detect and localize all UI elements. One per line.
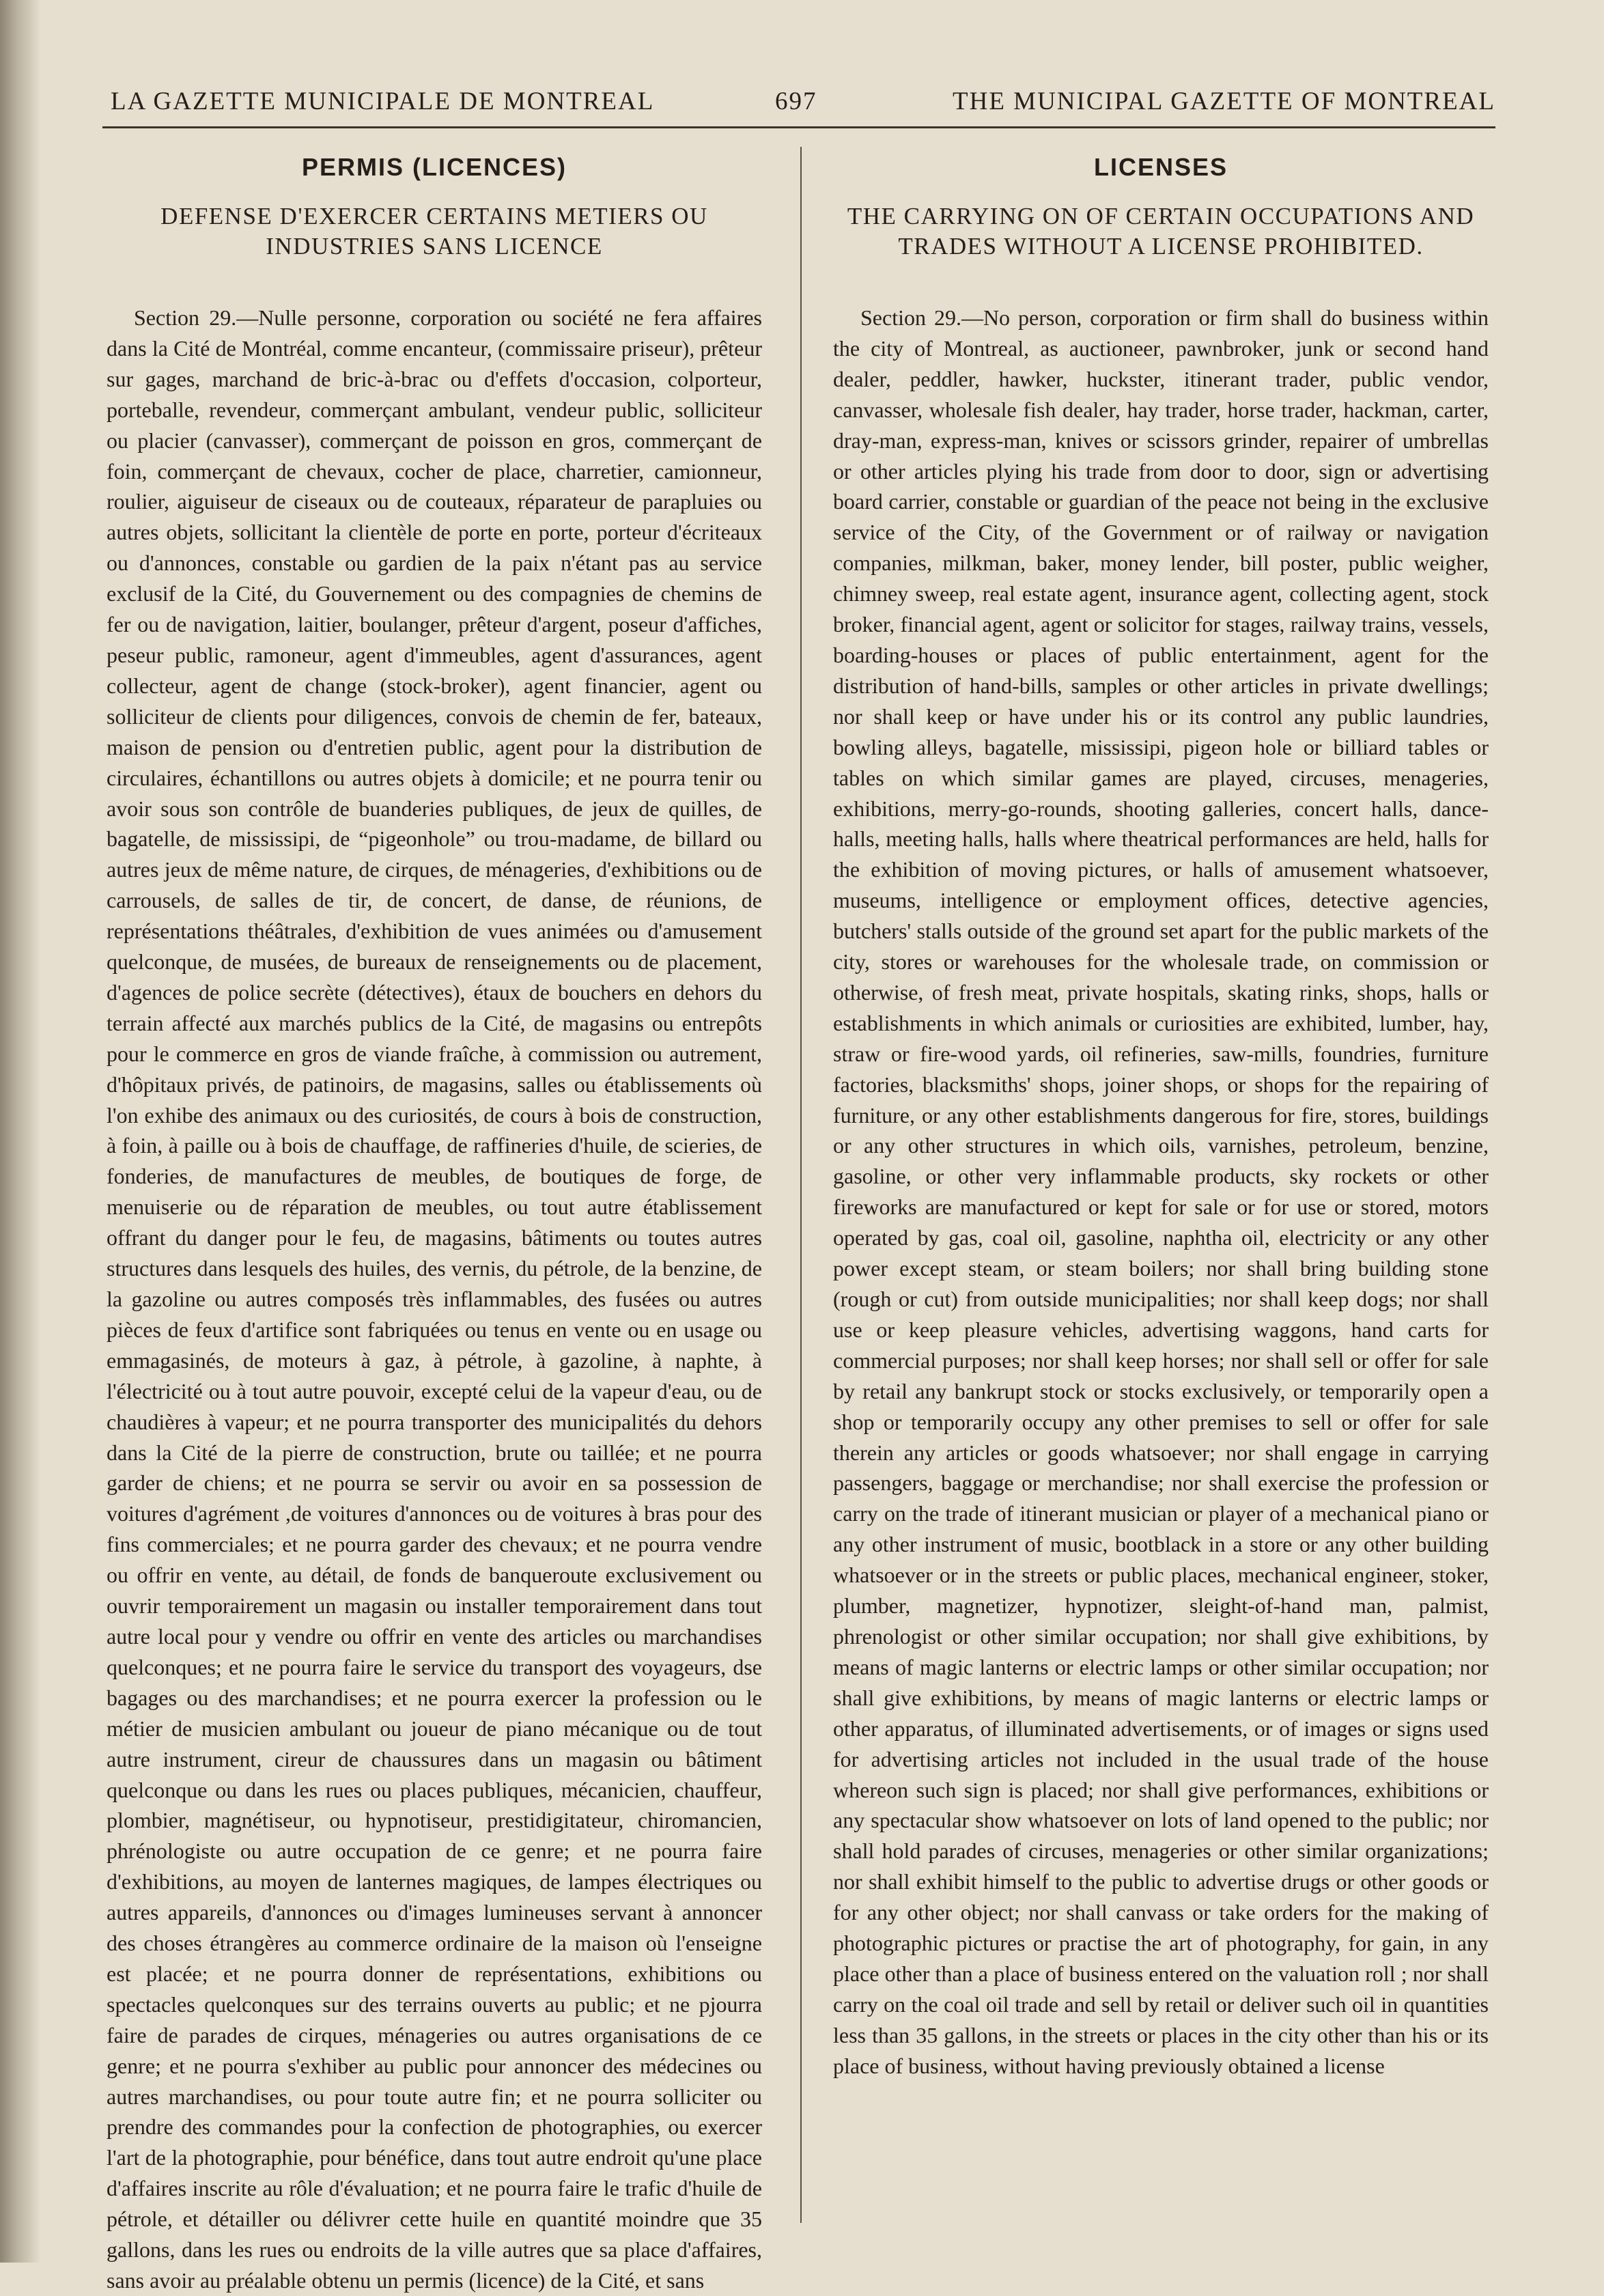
french-body xyxy=(107,303,762,2296)
english-column xyxy=(833,147,1489,2082)
column-divider xyxy=(800,147,802,2223)
running-header xyxy=(102,72,1495,128)
french-column xyxy=(107,147,762,2296)
english-heading: LICENSES xyxy=(1093,153,1228,181)
english-section-29: Section 29.—No person, corporation or firm shall do business within the city of Montreal, as auctioneer, pawnbroker, junk or second hand dealer, peddler, hawker, huckster, itinerant trader, public vendor, canvasser, wholesale fish dealer, hay trader, horse trader, hackman, carter, dray-man, express-man, knives or scissors grinder, repairer of umbrellas or other articles plying his trade from door to door, sign or advertising board carrier, constable or guardian of the peace not being in the exclusive service of the City, of the Government or of railway or navigation companies, milkman, baker, money lender, bill poster, public weigher, chimney sweep, real estate agent, insurance agent, collecting agent, stock broker, financial agent, agent or solicitor for stages, railway trains, vessels, boarding-houses or places of public entertainment, agent for the distribution of hand-bills, samples or other articles in private dwellings; nor shall keep or have under his or its control any public laundries, bowling alleys, bagatelle, mississipi, pigeon hole or billiard tables or tables on which similar games are played, circuses, menageries, exhibitions, merry-go-rounds, shooting galleries, concert halls, dance-halls, meeting halls, halls where theatrical performances are held, halls for the exhibition of moving pictures, or halls of amusement whatsoever, museums, intelligence or employment offices, detective agencies, butchers' stalls outside of the ground set apart for the public markets of the city, stores or warehouses for the wholesale trade, on commission or otherwise, of fresh meat, private hospitals, skating rinks, shops, halls or establishments in which animals or curiosities are exhibited, lumber, hay, straw or fire-wood yards, oil refineries, saw-mills, foundries, furniture factories, blacksmiths' shops, joiner shops, or shops for the repairing of furniture, or any other establishments dangerous for fire, stores, buildings or any other structures in which oils, varnishes, petroleum, benzine, gasoline, or other very inflammable products, sky rockets or other fireworks are manufactured or kept for sale or for use or stored, motors operated by gas, coal oil, gasoline, naphtha oil, electricity or any other power except steam, or steam boilers; nor shall bring building stone (rough or cut) from outside municipalities; nor shall keep dogs; nor shall use or keep pleasure vehicles, advertising waggons, hand carts for commercial purposes; nor shall keep horses; nor shall sell or offer for sale by retail any bankrupt stock or stocks exclusively, or temporarily open a shop or temporarily occupy any other premises to sell or offer for sale therein any articles or goods whatsoever; nor shall engage in carrying passengers, baggage or merchandise; nor shall exercise the profession or carry on the trade of itinerant musician or player of a mechanical piano or any other instrument of music, bootblack in a store or any other building whatsoever or in the streets or public places, mechanical engineer, stoker, plumber, magnetizer, hypnotizer, sleight-of-hand man, palmist, phrenologist or other similar occupation; nor shall give exhibitions, by means of magic lanterns or electric lamps or other similar occupation; nor shall give exhibitions, by means of magic lanterns or electric lamps or other apparatus, of illuminated advertisements, or of images or signs used for advertising articles not included in the usual trade of the house whereon such sign is placed; nor shall give performances, exhibitions or any spectacular show whatsoever on lots of land opened to the public; nor shall hold parades of circuses, menageries or other similar organizations; nor shall exhibit himself to the public to advertise drugs or other goods or for any other object; nor shall canvass or take orders for the making of photographic pictures or practise the art of photography, for gain, in any place other than a place of business entered on the valuation roll ; nor shall carry on the coal oil trade and sell by retail or deliver such oil in quantities less than 35 gallons, in the streets or places in the city other than his or its place of business, without having previously obtained a license xyxy=(833,305,1489,2078)
gazette-page xyxy=(102,72,1495,2293)
french-heading: PERMIS (LICENCES) xyxy=(301,153,567,181)
english-subheading: THE CARRYING ON OF CERTAIN OCCUPATIONS AND TRADES WITHOUT A LICENSE PROHIBITED. xyxy=(847,203,1475,260)
english-body xyxy=(833,303,1489,2082)
header-english-title: THE MUNICIPAL GAZETTE OF MONTREAL xyxy=(953,87,1495,115)
french-section-29: Section 29.—Nulle personne, corporation ou société ne fera affaires dans la Cité de Montréal, comme encanteur, (commissaire priseur), prêteur sur gages, marchand de bric-à-brac ou d'effets d'occasion, colporteur, porteballe, revendeur, commerçant ambulant, vendeur public, solliciteur ou placier (canvasser), commerçant de poisson en gros, commerçant de foin, commerçant de chevaux, cocher de place, charretier, camionneur, roulier, aiguiseur de ciseaux ou de couteaux, réparateur de parapluies ou autres objets, sollicitant la clientèle de porte en porte, porteur d'écriteaux ou d'annonces, constable ou gardien de la paix n'étant pas au service exclusif de la Cité, du Gouvernement ou des compagnies de chemins de fer ou de navigation, laitier, boulanger, prêteur d'argent, poseur d'affiches, peseur public, ramoneur, agent d'immeubles, agent d'assurances, agent collecteur, agent de change (stock-broker), agent financier, agent ou solliciteur de clients pour diligences, convois de chemin de fer, bateaux, maison de pension ou d'entretien public, agent pour la distribution de circulaires, échantillons ou autres objets à domicile; et ne pourra tenir ou avoir sous son contrôle de buanderies publiques, de jeux de quilles, de bagatelle, de mississipi, de “pigeonhole” ou trou-madame, de billard ou autres jeux de même nature, de cirques, de ménageries, d'exhibitions ou de carrousels, de salles de tir, de concert, de danse, de réunions, de représentations théâtrales, d'exhibition de vues animées ou d'amusement quelconque, de musées, de bureaux de renseignements ou de placement, d'agences de police secrète (détectives), étaux de bouchers en dehors du terrain affecté aux marchés publics de la Cité, de magasins ou entrepôts pour le commerce en gros de viande fraîche, à commission ou autrement, d'hôpitaux privés, de patinoirs, de magasins, salles ou établissements où l'on exhibe des animaux ou des curiosités, de cours à bois de construction, à foin, à paille ou à bois de chauffage, de raffineries d'huile, de scieries, de fonderies, de manufactures de meubles, de boutiques de forge, de menuiserie ou de réparation de meubles, ou tout autre établissement offrant du danger pour le feu, de magasins, bâtiments ou toutes autres structures dans lesquels des huiles, des vernis, du pétrole, de la benzine, de la gazoline ou autres composés très inflammables, des fusées ou autres pièces de feux d'artifice sont fabriquées ou tenus en vente ou en usage ou emmagasinés, de moteurs à gaz, à pétrole, à gazoline, à naphte, à l'électricité ou à tout autre pouvoir, excepté celui de la vapeur d'eau, ou de chaudières à vapeur; et ne pourra transporter des municipalités du dehors dans la Cité de la pierre de construction, brute ou taillée; et ne pourra garder de chiens; et ne pourra se servir ou avoir en sa possession de voitures d'agrément ,de voitures d'annonces ou de voitures à bras pour des fins commerciales; et ne pourra garder des chevaux; et ne pourra vendre ou offrir en vente, au détail, de fonds de banqueroute exclusivement ou ouvrir temporairement un magasin ou installer temporairement dans tout autre local pour y vendre ou offrir en vente des articles ou marchandises quelconques; et ne pourra faire le service du transport des voyageurs, dse bagages ou des marchandises; et ne pourra exercer la profession ou le métier de musicien ambulant ou joueur de piano mécanique ou de tout autre instrument, cireur de chaussures dans un magasin ou bâtiment quelconque ou dans les rues ou places publiques, mécanicien, chauffeur, plombier, magnétiseur, ou hypnotiseur, prestidigitateur, chiromancien, phrénologiste ou autre occupation de ce genre; et ne pourra faire d'exhibitions, au moyen de lanternes magiques, de lampes électriques ou autres appareils, d'annonces ou d'images lumineuses servant à annoncer des choses étrangères au commerce ordinaire de la maison où l'enseigne est placée; et ne pourra donner de représentations, exhibitions ou spectacles quelconques sur des terrains ouverts au public; et ne pjourra faire de parades de cirques, ménageries ou autres organisations de ce genre; et ne pourra s'exhiber au public pour annoncer des médecines ou autres marchandises, ou pour toute autre fin; et ne pourra solliciter ou prendre des commandes pour la confection de photographies, ou exercer l'art de la photographie, pour bénéfice, dans tout autre endroit qu'une place d'affaires inscrite au rôle d'évaluation; et ne pourra faire le trafic d'huile de pétrole, et détailler ou délivrer cette huile en quantité moindre que 35 gallons, dans les rues ou endroits de la ville autres que sa place d'affaires, sans avoir au préalable obtenu un permis (licence) de la Cité, et sans xyxy=(107,305,762,2293)
binding-shadow xyxy=(0,0,41,2263)
page-number: 697 xyxy=(775,87,817,115)
french-subheading: DEFENSE D'EXERCER CERTAINS METIERS OU INDUSTRIES SANS LICENCE xyxy=(160,203,708,260)
header-french-title: LA GAZETTE MUNICIPALE DE MONTREAL xyxy=(111,87,655,115)
